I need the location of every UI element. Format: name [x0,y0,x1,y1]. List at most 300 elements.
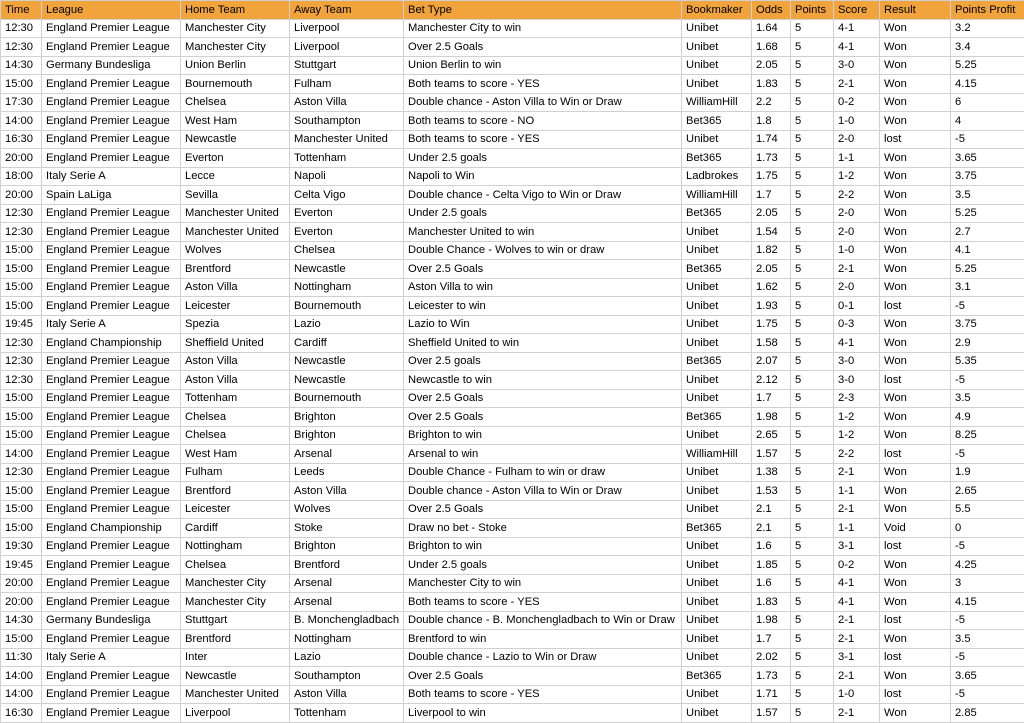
cell-time[interactable]: 15:00 [1,75,42,94]
cell-away-team[interactable]: Aston Villa [290,93,404,112]
cell-bet-type[interactable]: Both teams to score - YES [404,593,682,612]
cell-bookmaker[interactable]: Unibet [682,593,752,612]
cell-time[interactable]: 14:30 [1,56,42,75]
cell-result[interactable]: lost [880,297,951,316]
cell-bookmaker[interactable]: Bet365 [682,519,752,538]
cell-result[interactable]: lost [880,685,951,704]
cell-bet-type[interactable]: Draw no bet - Stoke [404,519,682,538]
cell-score[interactable]: 2-3 [834,389,880,408]
cell-time[interactable]: 19:45 [1,556,42,575]
cell-result[interactable]: Won [880,260,951,279]
cell-points[interactable]: 5 [791,315,834,334]
cell-time[interactable]: 14:30 [1,611,42,630]
cell-points[interactable]: 5 [791,648,834,667]
cell-result[interactable]: Won [880,630,951,649]
cell-bet-type[interactable]: Over 2.5 Goals [404,38,682,57]
cell-league[interactable]: England Premier League [42,574,181,593]
cell-home-team[interactable]: Manchester City [181,38,290,57]
cell-points[interactable]: 5 [791,204,834,223]
cell-points-profit[interactable]: 3.65 [951,149,1024,168]
cell-odds[interactable]: 1.68 [752,38,791,57]
cell-points-profit[interactable]: 3.5 [951,630,1024,649]
cell-away-team[interactable]: Stuttgart [290,56,404,75]
cell-away-team[interactable]: Cardiff [290,334,404,353]
cell-away-team[interactable]: Liverpool [290,19,404,38]
cell-points[interactable]: 5 [791,685,834,704]
cell-odds[interactable]: 2.05 [752,56,791,75]
cell-score[interactable]: 1-2 [834,426,880,445]
cell-home-team[interactable]: Aston Villa [181,371,290,390]
cell-points-profit[interactable]: 3.4 [951,38,1024,57]
cell-result[interactable]: Won [880,204,951,223]
cell-odds[interactable]: 1.75 [752,167,791,186]
cell-home-team[interactable]: Fulham [181,463,290,482]
cell-points[interactable]: 5 [791,297,834,316]
cell-points[interactable]: 5 [791,260,834,279]
cell-time[interactable]: 15:00 [1,482,42,501]
cell-league[interactable]: England Premier League [42,704,181,723]
cell-points-profit[interactable]: 1.9 [951,463,1024,482]
cell-home-team[interactable]: Manchester City [181,593,290,612]
cell-home-team[interactable]: Nottingham [181,537,290,556]
cell-time[interactable]: 20:00 [1,574,42,593]
cell-bet-type[interactable]: Double chance - B. Monchengladbach to Win or Draw [404,611,682,630]
cell-away-team[interactable]: Newcastle [290,371,404,390]
cell-home-team[interactable]: Union Berlin [181,56,290,75]
cell-result[interactable]: Won [880,463,951,482]
cell-odds[interactable]: 1.83 [752,75,791,94]
cell-home-team[interactable]: Brentford [181,630,290,649]
cell-away-team[interactable]: Lazio [290,648,404,667]
cell-league[interactable]: England Championship [42,334,181,353]
cell-bet-type[interactable]: Double chance - Lazio to Win or Draw [404,648,682,667]
cell-score[interactable]: 0-3 [834,315,880,334]
cell-odds[interactable]: 1.73 [752,667,791,686]
cell-score[interactable]: 3-1 [834,537,880,556]
cell-league[interactable]: England Premier League [42,38,181,57]
cell-bet-type[interactable]: Over 2.5 Goals [404,408,682,427]
cell-time[interactable]: 15:00 [1,241,42,260]
column-header-bookmaker[interactable]: Bookmaker [682,1,752,20]
cell-away-team[interactable]: Everton [290,223,404,242]
cell-points-profit[interactable]: -5 [951,297,1024,316]
cell-home-team[interactable]: Inter [181,648,290,667]
column-header-league[interactable]: League [42,1,181,20]
cell-away-team[interactable]: Newcastle [290,260,404,279]
cell-odds[interactable]: 1.64 [752,19,791,38]
cell-bookmaker[interactable]: Bet365 [682,149,752,168]
cell-home-team[interactable]: Manchester City [181,19,290,38]
cell-bookmaker[interactable]: WilliamHill [682,93,752,112]
cell-bookmaker[interactable]: Bet365 [682,204,752,223]
cell-points-profit[interactable]: 4 [951,112,1024,131]
cell-league[interactable]: England Premier League [42,149,181,168]
cell-points[interactable]: 5 [791,56,834,75]
cell-result[interactable]: Won [880,93,951,112]
cell-odds[interactable]: 1.7 [752,389,791,408]
cell-league[interactable]: England Premier League [42,408,181,427]
cell-points[interactable]: 5 [791,463,834,482]
cell-bookmaker[interactable]: Unibet [682,75,752,94]
cell-time[interactable]: 15:00 [1,278,42,297]
cell-away-team[interactable]: Brighton [290,537,404,556]
cell-odds[interactable]: 2.02 [752,648,791,667]
cell-points[interactable]: 5 [791,38,834,57]
cell-result[interactable]: Won [880,667,951,686]
cell-result[interactable]: Void [880,519,951,538]
cell-score[interactable]: 2-1 [834,611,880,630]
cell-league[interactable]: Spain LaLiga [42,186,181,205]
column-header-points-profit[interactable]: Points Profit [951,1,1024,20]
cell-time[interactable]: 20:00 [1,186,42,205]
cell-result[interactable]: Won [880,334,951,353]
cell-points-profit[interactable]: 3.5 [951,389,1024,408]
cell-away-team[interactable]: Brentford [290,556,404,575]
cell-bet-type[interactable]: Lazio to Win [404,315,682,334]
cell-points[interactable]: 5 [791,667,834,686]
cell-away-team[interactable]: Chelsea [290,241,404,260]
cell-points-profit[interactable]: 2.9 [951,334,1024,353]
cell-result[interactable]: Won [880,315,951,334]
cell-score[interactable]: 1-1 [834,149,880,168]
cell-odds[interactable]: 2.05 [752,204,791,223]
cell-time[interactable]: 11:30 [1,648,42,667]
cell-away-team[interactable]: Celta Vigo [290,186,404,205]
cell-bet-type[interactable]: Double Chance - Wolves to win or draw [404,241,682,260]
cell-score[interactable]: 1-2 [834,408,880,427]
cell-away-team[interactable]: Leeds [290,463,404,482]
cell-result[interactable]: Won [880,75,951,94]
cell-away-team[interactable]: Southampton [290,112,404,131]
cell-points[interactable]: 5 [791,149,834,168]
cell-score[interactable]: 2-1 [834,463,880,482]
cell-bet-type[interactable]: Under 2.5 goals [404,556,682,575]
cell-result[interactable]: Won [880,38,951,57]
cell-home-team[interactable]: Aston Villa [181,352,290,371]
cell-time[interactable]: 14:00 [1,667,42,686]
cell-score[interactable]: 1-0 [834,685,880,704]
cell-points-profit[interactable]: 3.5 [951,186,1024,205]
cell-bookmaker[interactable]: Unibet [682,278,752,297]
cell-odds[interactable]: 1.58 [752,334,791,353]
cell-league[interactable]: England Premier League [42,260,181,279]
cell-score[interactable]: 4-1 [834,19,880,38]
cell-time[interactable]: 15:00 [1,260,42,279]
cell-time[interactable]: 12:30 [1,463,42,482]
cell-home-team[interactable]: Chelsea [181,408,290,427]
cell-points[interactable]: 5 [791,556,834,575]
cell-points[interactable]: 5 [791,241,834,260]
cell-league[interactable]: England Premier League [42,19,181,38]
cell-bet-type[interactable]: Manchester United to win [404,223,682,242]
column-header-home-team[interactable]: Home Team [181,1,290,20]
cell-points-profit[interactable]: -5 [951,685,1024,704]
cell-home-team[interactable]: Sheffield United [181,334,290,353]
cell-bookmaker[interactable]: Unibet [682,630,752,649]
cell-league[interactable]: Italy Serie A [42,315,181,334]
cell-bet-type[interactable]: Under 2.5 goals [404,149,682,168]
cell-bet-type[interactable]: Both teams to score - YES [404,130,682,149]
cell-bookmaker[interactable]: Ladbrokes [682,167,752,186]
cell-league[interactable]: England Premier League [42,463,181,482]
cell-league[interactable]: England Premier League [42,426,181,445]
cell-bet-type[interactable]: Double Chance - Fulham to win or draw [404,463,682,482]
cell-points[interactable]: 5 [791,445,834,464]
column-header-result[interactable]: Result [880,1,951,20]
cell-bet-type[interactable]: Newcastle to win [404,371,682,390]
cell-bet-type[interactable]: Union Berlin to win [404,56,682,75]
cell-score[interactable]: 2-1 [834,704,880,723]
cell-points-profit[interactable]: -5 [951,648,1024,667]
cell-time[interactable]: 15:00 [1,408,42,427]
cell-points[interactable]: 5 [791,167,834,186]
cell-points[interactable]: 5 [791,75,834,94]
cell-home-team[interactable]: Bournemouth [181,75,290,94]
cell-bookmaker[interactable]: WilliamHill [682,445,752,464]
cell-bet-type[interactable]: Both teams to score - NO [404,112,682,131]
cell-points[interactable]: 5 [791,112,834,131]
cell-away-team[interactable]: Arsenal [290,445,404,464]
cell-score[interactable]: 4-1 [834,593,880,612]
cell-score[interactable]: 4-1 [834,38,880,57]
cell-league[interactable]: England Premier League [42,685,181,704]
cell-odds[interactable]: 1.7 [752,186,791,205]
cell-score[interactable]: 2-0 [834,278,880,297]
cell-score[interactable]: 3-0 [834,56,880,75]
cell-bookmaker[interactable]: Bet365 [682,352,752,371]
cell-league[interactable]: Italy Serie A [42,648,181,667]
cell-points-profit[interactable]: 5.35 [951,352,1024,371]
cell-time[interactable]: 12:30 [1,371,42,390]
cell-points-profit[interactable]: 4.25 [951,556,1024,575]
cell-time[interactable]: 14:00 [1,685,42,704]
cell-league[interactable]: England Premier League [42,500,181,519]
cell-time[interactable]: 20:00 [1,149,42,168]
cell-bet-type[interactable]: Over 2.5 Goals [404,500,682,519]
cell-odds[interactable]: 1.7 [752,630,791,649]
cell-odds[interactable]: 1.98 [752,611,791,630]
cell-league[interactable]: England Premier League [42,537,181,556]
cell-points-profit[interactable]: 4.9 [951,408,1024,427]
cell-bookmaker[interactable]: WilliamHill [682,186,752,205]
column-header-time[interactable]: Time [1,1,42,20]
cell-points[interactable]: 5 [791,537,834,556]
cell-points-profit[interactable]: -5 [951,537,1024,556]
cell-home-team[interactable]: Leicester [181,297,290,316]
cell-points-profit[interactable]: 8.25 [951,426,1024,445]
cell-away-team[interactable]: Arsenal [290,593,404,612]
cell-time[interactable]: 12:30 [1,19,42,38]
cell-points[interactable]: 5 [791,704,834,723]
cell-away-team[interactable]: Aston Villa [290,482,404,501]
cell-league[interactable]: England Premier League [42,93,181,112]
cell-time[interactable]: 16:30 [1,130,42,149]
cell-league[interactable]: England Premier League [42,223,181,242]
cell-points-profit[interactable]: -5 [951,611,1024,630]
cell-score[interactable]: 2-1 [834,630,880,649]
cell-points[interactable]: 5 [791,593,834,612]
cell-home-team[interactable]: West Ham [181,445,290,464]
cell-home-team[interactable]: Brentford [181,260,290,279]
cell-away-team[interactable]: Tottenham [290,704,404,723]
cell-away-team[interactable]: Wolves [290,500,404,519]
cell-bookmaker[interactable]: Unibet [682,648,752,667]
cell-odds[interactable]: 1.71 [752,685,791,704]
cell-home-team[interactable]: Tottenham [181,389,290,408]
cell-bookmaker[interactable]: Bet365 [682,260,752,279]
cell-result[interactable]: Won [880,389,951,408]
cell-home-team[interactable]: Brentford [181,482,290,501]
cell-bookmaker[interactable]: Unibet [682,611,752,630]
cell-result[interactable]: Won [880,112,951,131]
cell-points[interactable]: 5 [791,630,834,649]
cell-bet-type[interactable]: Liverpool to win [404,704,682,723]
cell-points-profit[interactable]: -5 [951,130,1024,149]
cell-points-profit[interactable]: 3.65 [951,667,1024,686]
cell-odds[interactable]: 1.85 [752,556,791,575]
cell-result[interactable]: lost [880,371,951,390]
cell-home-team[interactable]: Lecce [181,167,290,186]
cell-bookmaker[interactable]: Unibet [682,574,752,593]
cell-bet-type[interactable]: Both teams to score - YES [404,75,682,94]
cell-home-team[interactable]: Newcastle [181,130,290,149]
cell-time[interactable]: 16:30 [1,704,42,723]
cell-points-profit[interactable]: 3.75 [951,167,1024,186]
cell-away-team[interactable]: Arsenal [290,574,404,593]
cell-odds[interactable]: 1.73 [752,149,791,168]
cell-odds[interactable]: 2.1 [752,519,791,538]
column-header-score[interactable]: Score [834,1,880,20]
cell-score[interactable]: 0-2 [834,556,880,575]
cell-bet-type[interactable]: Brighton to win [404,426,682,445]
cell-away-team[interactable]: Lazio [290,315,404,334]
cell-league[interactable]: England Premier League [42,482,181,501]
cell-away-team[interactable]: Liverpool [290,38,404,57]
cell-home-team[interactable]: Aston Villa [181,278,290,297]
cell-points[interactable]: 5 [791,574,834,593]
cell-score[interactable]: 3-1 [834,648,880,667]
cell-score[interactable]: 0-2 [834,93,880,112]
cell-odds[interactable]: 2.1 [752,500,791,519]
cell-bookmaker[interactable]: Unibet [682,130,752,149]
cell-time[interactable]: 20:00 [1,593,42,612]
cell-points[interactable]: 5 [791,334,834,353]
cell-score[interactable]: 2-1 [834,260,880,279]
cell-time[interactable]: 17:30 [1,93,42,112]
cell-time[interactable]: 12:30 [1,334,42,353]
cell-result[interactable]: Won [880,167,951,186]
cell-result[interactable]: lost [880,445,951,464]
cell-bookmaker[interactable]: Unibet [682,371,752,390]
cell-bookmaker[interactable]: Unibet [682,685,752,704]
cell-league[interactable]: Germany Bundesliga [42,56,181,75]
cell-bet-type[interactable]: Brentford to win [404,630,682,649]
cell-bookmaker[interactable]: Unibet [682,297,752,316]
cell-result[interactable]: Won [880,352,951,371]
cell-odds[interactable]: 1.93 [752,297,791,316]
cell-away-team[interactable]: Aston Villa [290,685,404,704]
cell-result[interactable]: Won [880,223,951,242]
cell-score[interactable]: 2-1 [834,500,880,519]
cell-bookmaker[interactable]: Unibet [682,241,752,260]
cell-result[interactable]: Won [880,574,951,593]
cell-points-profit[interactable]: 5.5 [951,500,1024,519]
cell-bookmaker[interactable]: Unibet [682,19,752,38]
cell-points-profit[interactable]: 0 [951,519,1024,538]
cell-away-team[interactable]: Bournemouth [290,389,404,408]
cell-score[interactable]: 1-1 [834,519,880,538]
cell-away-team[interactable]: Manchester United [290,130,404,149]
cell-result[interactable]: Won [880,593,951,612]
column-header-bet-type[interactable]: Bet Type [404,1,682,20]
cell-bet-type[interactable]: Leicester to win [404,297,682,316]
cell-league[interactable]: Germany Bundesliga [42,611,181,630]
cell-bet-type[interactable]: Aston Villa to win [404,278,682,297]
cell-score[interactable]: 1-0 [834,241,880,260]
cell-result[interactable]: lost [880,130,951,149]
cell-score[interactable]: 2-2 [834,186,880,205]
cell-time[interactable]: 12:30 [1,204,42,223]
cell-home-team[interactable]: Chelsea [181,426,290,445]
cell-home-team[interactable]: Cardiff [181,519,290,538]
cell-away-team[interactable]: Southampton [290,667,404,686]
cell-odds[interactable]: 1.6 [752,537,791,556]
cell-home-team[interactable]: Spezia [181,315,290,334]
cell-away-team[interactable]: Tottenham [290,149,404,168]
cell-points-profit[interactable]: 3.1 [951,278,1024,297]
cell-league[interactable]: England Premier League [42,75,181,94]
cell-score[interactable]: 1-2 [834,167,880,186]
cell-odds[interactable]: 1.57 [752,704,791,723]
cell-league[interactable]: England Premier League [42,241,181,260]
column-header-points[interactable]: Points [791,1,834,20]
cell-league[interactable]: England Championship [42,519,181,538]
cell-points[interactable]: 5 [791,408,834,427]
cell-result[interactable]: Won [880,56,951,75]
cell-away-team[interactable]: B. Monchengladbach [290,611,404,630]
cell-league[interactable]: England Premier League [42,297,181,316]
cell-score[interactable]: 2-1 [834,75,880,94]
cell-points-profit[interactable]: 4.1 [951,241,1024,260]
cell-points-profit[interactable]: 3.75 [951,315,1024,334]
cell-odds[interactable]: 1.83 [752,593,791,612]
cell-league[interactable]: England Premier League [42,445,181,464]
cell-points[interactable]: 5 [791,223,834,242]
cell-bookmaker[interactable]: Unibet [682,704,752,723]
cell-bet-type[interactable]: Manchester City to win [404,574,682,593]
cell-home-team[interactable]: Chelsea [181,556,290,575]
cell-bet-type[interactable]: Double chance - Celta Vigo to Win or Draw [404,186,682,205]
cell-league[interactable]: England Premier League [42,352,181,371]
cell-bet-type[interactable]: Brighton to win [404,537,682,556]
cell-league[interactable]: England Premier League [42,278,181,297]
cell-bookmaker[interactable]: Bet365 [682,667,752,686]
column-header-away-team[interactable]: Away Team [290,1,404,20]
cell-time[interactable]: 15:00 [1,519,42,538]
cell-result[interactable]: Won [880,426,951,445]
cell-score[interactable]: 3-0 [834,371,880,390]
cell-odds[interactable]: 1.53 [752,482,791,501]
cell-result[interactable]: Won [880,241,951,260]
cell-bookmaker[interactable]: Unibet [682,56,752,75]
cell-time[interactable]: 15:00 [1,426,42,445]
cell-away-team[interactable]: Brighton [290,426,404,445]
cell-result[interactable]: lost [880,537,951,556]
cell-bookmaker[interactable]: Unibet [682,500,752,519]
cell-bookmaker[interactable]: Unibet [682,389,752,408]
cell-score[interactable]: 2-1 [834,667,880,686]
cell-league[interactable]: England Premier League [42,556,181,575]
